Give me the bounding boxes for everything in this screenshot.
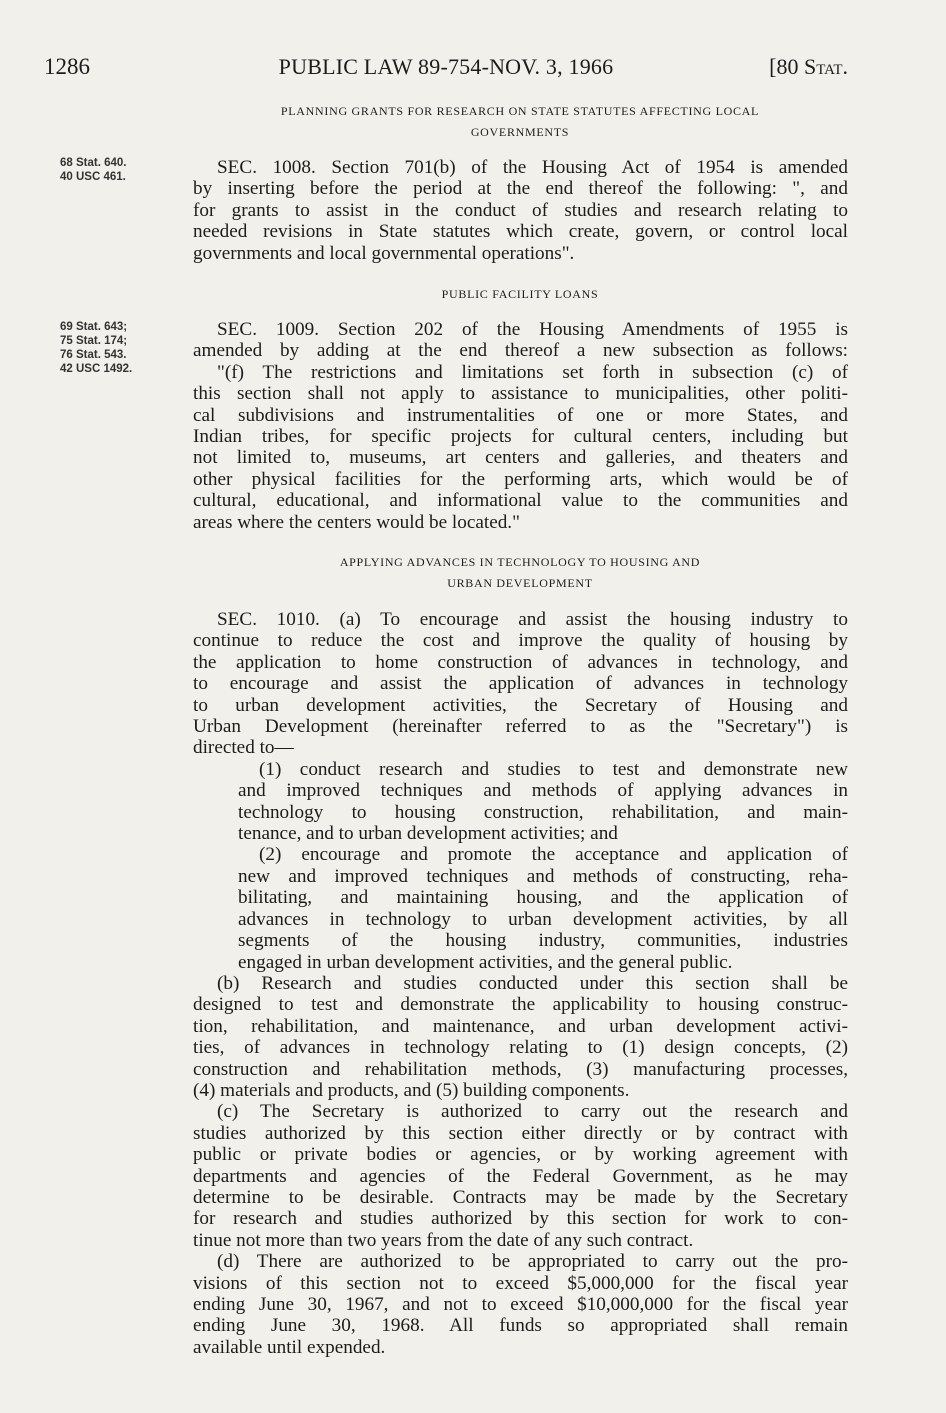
section-1010-text	[193, 609, 848, 1358]
section-1008-heading	[192, 101, 848, 143]
text-line: studies authorized by this section either directly or by contract with	[193, 1122, 848, 1144]
text-line: engaged in urban development activities, and the general public.	[238, 951, 733, 973]
text-line: (2) encourage and promote the acceptance and application of	[259, 844, 848, 866]
margin-citation: 68 Stat. 640.	[60, 157, 127, 169]
section-1008-margin-note	[60, 156, 190, 184]
text-line: designed to test and demonstrate the applicability to housing construc-	[193, 994, 848, 1016]
text-line: available until expended.	[193, 1336, 386, 1358]
running-header	[44, 54, 848, 88]
margin-citation: 76 Stat. 543.	[60, 349, 127, 361]
text-line: (b) Research and studies conducted under this section shall be	[217, 972, 848, 994]
text-line: and improved techniques and methods of applying advances in	[238, 780, 848, 802]
text-line: not limited to, museums, art centers and galleries, and theaters and	[193, 447, 848, 469]
text-line: governments and local governmental operations".	[193, 242, 575, 264]
heading-line: URBAN DEVELOPMENT	[447, 576, 593, 590]
margin-citation: 40 USC 461.	[60, 171, 126, 183]
margin-citation: 42 USC 1492.	[60, 363, 133, 375]
text-line: construction and rehabilitation methods, (3) manufacturing processes,	[193, 1058, 848, 1080]
text-line: cultural, educational, and informational value to the communities and	[193, 490, 848, 512]
section-1008-text	[193, 157, 848, 264]
text-line: (4) materials and products, and (5) building components.	[193, 1079, 630, 1101]
text-line: SEC. 1008. Section 701(b) of the Housing Act of 1954 is amended	[217, 157, 848, 178]
text-line: areas where the centers would be located."	[193, 511, 520, 533]
text-line: (1) conduct research and studies to test and demonstrate new	[259, 758, 848, 780]
statute-reference: [80 Stat.	[769, 54, 848, 79]
section-1009-text	[193, 319, 848, 533]
text-line: technology to housing construction, rehabilitation, and main-	[238, 801, 848, 823]
page-number: 1286	[44, 54, 90, 79]
margin-citation: 69 Stat. 643;	[60, 321, 128, 333]
running-title: PUBLIC LAW 89-754-NOV. 3, 1966	[278, 54, 614, 79]
text-line: public or private bodies or agencies, or by working agreement with	[193, 1144, 848, 1166]
text-line: tion, rehabilitation, and maintenance, and urban development activi-	[193, 1015, 848, 1037]
text-line: ending June 30, 1968. All funds so appropriated shall remain	[193, 1315, 848, 1337]
text-line: visions of this section not to exceed $5,000,000 for the fiscal year	[193, 1272, 848, 1294]
text-line: ending June 30, 1967, and not to exceed $10,000,000 for the fiscal year	[193, 1294, 848, 1315]
text-line: for grants to assist in the conduct of studies and research relating to	[193, 199, 848, 221]
text-line: Urban Development (hereinafter referred to as the "Secretary") is	[193, 716, 848, 738]
text-line: to encourage and assist the application of advances in technology	[193, 673, 848, 695]
section-1009-margin-note	[60, 320, 190, 376]
text-line: needed revisions in State statutes which create, govern, or control local	[193, 221, 848, 243]
text-line: to urban development activities, the Secretary of Housing and	[193, 694, 848, 716]
heading-line: PUBLIC FACILITY LOANS	[441, 287, 599, 301]
text-line: segments of the housing industry, communities, industries	[238, 930, 848, 952]
text-line: departments and agencies of the Federal Government, as he may	[193, 1165, 848, 1187]
text-line: for research and studies authorized by this section for work to con-	[193, 1208, 848, 1230]
text-line: ties, of advances in technology relating to (1) design concepts, (2)	[193, 1037, 848, 1059]
section-1010-heading	[192, 552, 848, 594]
heading-line: PLANNING GRANTS FOR RESEARCH ON STATE STATUTES AFFECTING LOCAL	[280, 104, 760, 118]
text-line: SEC. 1009. Section 202 of the Housing Amendments of 1955 is	[217, 319, 848, 340]
text-line: the application to home construction of advances in technology, and	[193, 651, 848, 673]
text-line: other physical facilities for the performing arts, which would be of	[193, 468, 848, 490]
heading-line: GOVERNMENTS	[470, 125, 570, 139]
text-line: advances in technology to urban development activities, by all	[238, 908, 848, 930]
text-line: this section shall not apply to assistance to municipalities, other politi-	[193, 383, 848, 405]
text-line: tinue not more than two years from the date of any such contract.	[193, 1229, 694, 1251]
text-line: cal subdivisions and instrumentalities of one or more States, and	[193, 404, 848, 426]
text-line: new and improved techniques and methods of constructing, reha-	[238, 865, 848, 887]
heading-line: APPLYING ADVANCES IN TECHNOLOGY TO HOUSING AND	[339, 555, 701, 569]
text-line: (c) The Secretary is authorized to carry out the research and	[217, 1101, 848, 1123]
text-line: determine to be desirable. Contracts may be made by the Secretary	[193, 1186, 848, 1208]
text-line: continue to reduce the cost and improve the quality of housing by	[193, 630, 848, 652]
text-line: bilitating, and maintaining housing, and the application of	[238, 887, 848, 909]
text-line: amended by adding at the end thereof a new subsection as follows:	[193, 340, 848, 362]
text-line: SEC. 1010. (a) To encourage and assist the housing industry to	[217, 609, 848, 630]
text-line: Indian tribes, for specific projects for cultural centers, including but	[193, 426, 848, 448]
text-line: directed to—	[193, 737, 294, 759]
text-line: tenance, and to urban development activities; and	[238, 823, 618, 845]
text-line: by inserting before the period at the end thereof the following: ", and	[193, 178, 848, 200]
text-line: (d) There are authorized to be appropriated to carry out the pro-	[217, 1251, 848, 1273]
section-1009-heading	[192, 284, 848, 305]
margin-citation: 75 Stat. 174;	[60, 335, 128, 347]
text-line: "(f) The restrictions and limitations set forth in subsection (c) of	[217, 361, 848, 383]
